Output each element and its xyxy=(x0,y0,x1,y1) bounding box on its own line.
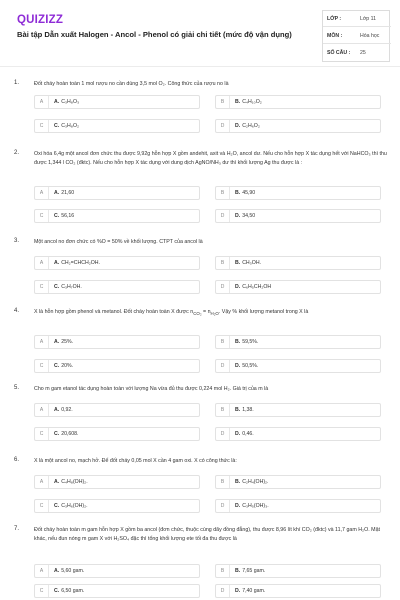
option-letter: A xyxy=(35,404,49,416)
option-d[interactable] xyxy=(215,209,381,223)
question-text: Đốt cháy hoàn toàn m gam hỗn hợp X gồm ba ancol (đơn chức, thuộc cùng dãy đồng đẳng), thu được 8,96 lít khí CO₂ (đktc) và 11,7 gam H₂O. Mặt khác, nếu đun nóng m gam X với H₂SO₄ đặc thì tổng khối lượng ete tối đa thu được là xyxy=(34,527,380,542)
option-letter: B xyxy=(216,476,230,488)
option-label: B. xyxy=(235,568,241,574)
option-label: B. xyxy=(235,407,241,413)
option-a[interactable] xyxy=(34,564,200,578)
question-number: 7. xyxy=(14,526,20,532)
option-label: C. xyxy=(54,588,60,594)
meta-value: Lớp 11 xyxy=(360,16,376,22)
option-letter: A xyxy=(35,336,49,348)
option-letter: D xyxy=(216,210,230,222)
option-letter: C xyxy=(35,428,49,440)
option-b[interactable] xyxy=(215,95,381,109)
option-label: D. xyxy=(235,363,241,369)
option-text: 59,5%. xyxy=(242,339,259,345)
option-c[interactable] xyxy=(34,209,200,223)
option-letter: B xyxy=(216,257,230,269)
question-number: 4. xyxy=(14,308,20,314)
option-label: C. xyxy=(54,363,60,369)
meta-row-subject xyxy=(323,28,391,44)
question-number: 5. xyxy=(14,385,20,391)
option-letter: A xyxy=(35,187,49,199)
question-number: 3. xyxy=(14,238,20,244)
header xyxy=(0,0,400,66)
option-text: C₃H₈O₃ xyxy=(61,99,80,105)
option-label: B. xyxy=(235,260,241,266)
option-text: 20,608. xyxy=(61,431,79,437)
option-text: 45,90 xyxy=(242,190,256,196)
option-letter: D xyxy=(216,585,230,597)
option-text: 7,40 gam. xyxy=(242,588,266,594)
meta-key: MÔN : xyxy=(327,33,343,39)
option-c[interactable] xyxy=(34,584,200,598)
question-text: X là một ancol no, mạch hở. Để đốt cháy 0,05 mol X cần 4 gam oxi. X có công thức là: xyxy=(34,458,237,464)
option-label: B. xyxy=(235,479,241,485)
option-label: A. xyxy=(54,190,60,196)
option-label: B. xyxy=(235,99,241,105)
option-text: C₄H₈(OH)₂. xyxy=(61,479,88,485)
meta-row-class xyxy=(323,11,391,27)
option-label: D. xyxy=(235,588,241,594)
option-b[interactable] xyxy=(215,335,381,349)
option-label: B. xyxy=(235,339,241,345)
option-letter: D xyxy=(216,120,230,132)
option-text: C₃H₅(OH)₃. xyxy=(242,503,269,509)
option-label: C. xyxy=(54,213,60,219)
option-text: 7,65 gam. xyxy=(242,568,266,574)
option-letter: A xyxy=(35,565,49,577)
option-letter: B xyxy=(216,336,230,348)
option-label: A. xyxy=(54,339,60,345)
option-text: C₃H₇OH. xyxy=(61,284,82,290)
option-label: C. xyxy=(54,431,60,437)
option-label: A. xyxy=(54,407,60,413)
option-text: 6,50 gam. xyxy=(61,588,85,594)
option-text: C₂H₆O₂ xyxy=(242,123,260,129)
option-label: A. xyxy=(54,260,60,266)
option-letter: C xyxy=(35,360,49,372)
option-letter: A xyxy=(35,476,49,488)
option-a[interactable] xyxy=(34,403,200,417)
option-text: 1,38. xyxy=(242,407,254,413)
option-c[interactable] xyxy=(34,119,200,133)
question-number: 6. xyxy=(14,457,20,463)
option-c[interactable] xyxy=(34,499,200,513)
option-letter: C xyxy=(35,585,49,597)
option-a[interactable] xyxy=(34,256,200,270)
option-label: D. xyxy=(235,123,241,129)
meta-table xyxy=(322,10,390,62)
option-text: 5,60 gam. xyxy=(61,568,85,574)
meta-value: 25 xyxy=(360,50,366,56)
quizizz-logo: QUIZIZZ xyxy=(17,14,64,26)
option-text: CH₂=CHCH₂OH. xyxy=(61,260,100,266)
option-letter: D xyxy=(216,360,230,372)
option-a[interactable] xyxy=(34,335,200,349)
option-d[interactable] xyxy=(215,119,381,133)
option-d[interactable] xyxy=(215,499,381,513)
option-letter: D xyxy=(216,281,230,293)
option-letter: B xyxy=(216,565,230,577)
option-c[interactable] xyxy=(34,427,200,441)
option-c[interactable] xyxy=(34,280,200,294)
option-a[interactable] xyxy=(34,95,200,109)
option-letter: D xyxy=(216,428,230,440)
option-label: A. xyxy=(54,99,60,105)
option-text: 21,60 xyxy=(61,190,75,196)
option-letter: B xyxy=(216,96,230,108)
option-label: C. xyxy=(54,503,60,509)
question-text: Cho m gam etanol tác dụng hoàn toàn với lượng Na vừa đủ thu được 0,224 mol H₂. Giá trị của m là xyxy=(34,386,269,392)
question-number: 2. xyxy=(14,150,20,156)
option-text: C₃H₈O₂ xyxy=(61,123,79,129)
option-letter: C xyxy=(35,281,49,293)
option-text: 0,92. xyxy=(61,407,73,413)
option-text: 25%. xyxy=(61,339,74,345)
option-text: C₂H₄(OH)₂. xyxy=(242,479,269,485)
option-b[interactable] xyxy=(215,186,381,200)
option-text: 0,46. xyxy=(242,431,254,437)
option-label: A. xyxy=(54,479,60,485)
option-b[interactable] xyxy=(215,475,381,489)
option-letter: C xyxy=(35,210,49,222)
option-text: 50,5%. xyxy=(242,363,259,369)
option-text: 20%. xyxy=(61,363,74,369)
page-title: Bài tập Dẫn xuất Halogen - Ancol - Phenol có giải chi tiết (mức độ vận dụng) xyxy=(17,30,292,39)
option-label: C. xyxy=(54,284,60,290)
question-text: Oxi hóa 6,4g một ancol đơn chức thu được 9,92g hỗn hợp X gồm andehit, axit và H₂O, ancol dư. Nếu cho hỗn hợp X tác dụng hết với NaHCO₃ thì thu được 1,344 l CO₂ (đktc). Nếu cho hỗn hợp X tác dụng với dung dịch AgNO/NH₃ dư thì khối lượng Ag thu được là : xyxy=(34,151,387,166)
option-d[interactable] xyxy=(215,280,381,294)
option-text: C₃H₆(OH)₂. xyxy=(61,503,88,509)
option-letter: A xyxy=(35,96,49,108)
option-letter: D xyxy=(216,500,230,512)
meta-key: SỐ CÂU : xyxy=(327,50,351,56)
option-label: D. xyxy=(235,213,241,219)
option-text: C₆H₅CH₂OH xyxy=(242,284,272,290)
option-c[interactable] xyxy=(34,359,200,373)
option-letter: C xyxy=(35,500,49,512)
option-letter: C xyxy=(35,120,49,132)
header-divider xyxy=(0,66,400,67)
option-d[interactable] xyxy=(215,359,381,373)
option-label: D. xyxy=(235,431,241,437)
option-letter: A xyxy=(35,257,49,269)
question-text: Một ancol no đơn chức có %O = 50% về khối lượng. CTPT của ancol là xyxy=(34,239,203,245)
option-label: D. xyxy=(235,284,241,290)
option-text: 34,50 xyxy=(242,213,256,219)
option-text: C₄H₁₀O₂ xyxy=(242,99,262,105)
option-letter: B xyxy=(216,404,230,416)
option-d[interactable] xyxy=(215,427,381,441)
meta-row-count xyxy=(323,45,391,61)
option-b[interactable] xyxy=(215,403,381,417)
question-text: Đốt cháy hoàn toàn 1 mol rượu no cần dùng 3,5 mol O₂. Công thức của rượu no là xyxy=(34,81,229,87)
option-b[interactable] xyxy=(215,256,381,270)
option-a[interactable] xyxy=(34,186,200,200)
option-label: C. xyxy=(54,123,60,129)
option-label: A. xyxy=(54,568,60,574)
option-label: B. xyxy=(235,190,241,196)
option-text: CH₃OH. xyxy=(242,260,262,266)
option-b[interactable] xyxy=(215,564,381,578)
question-text: X là hỗn hợp gồm phenol và metanol. Đốt cháy hoàn toàn X được $n_{CO_2} = n_{H_2O}$. Vậy % khối lượng metanol trong X là xyxy=(34,309,309,317)
question-number: 1. xyxy=(14,80,20,86)
meta-value: Hóa học xyxy=(360,33,380,39)
option-d[interactable] xyxy=(215,584,381,598)
option-label: D. xyxy=(235,503,241,509)
option-letter: B xyxy=(216,187,230,199)
meta-key: LỚP : xyxy=(327,16,342,22)
option-a[interactable] xyxy=(34,475,200,489)
option-text: 56,16 xyxy=(61,213,75,219)
